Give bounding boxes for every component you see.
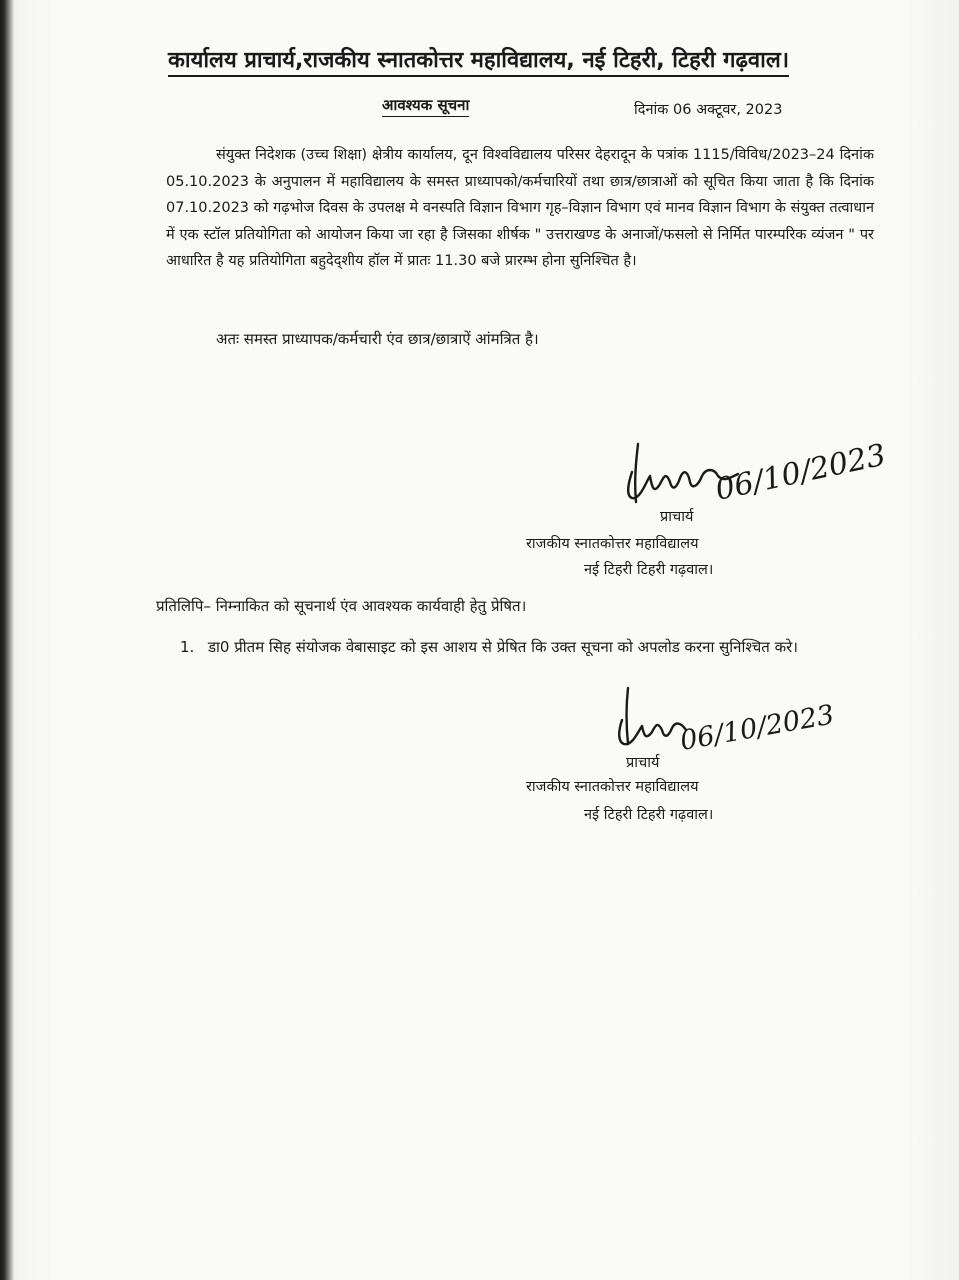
copy-list-item	[180, 634, 820, 660]
signature-1-designation: प्राचार्य	[660, 509, 694, 525]
copy-intro: प्रतिलिपि– निम्नाकित को सूचनार्थ एंव आवश्यक कार्यवाही हेतु प्रेषित।	[156, 597, 527, 615]
office-heading	[168, 44, 858, 74]
signature-date: 06/10/2023	[712, 437, 889, 508]
signature-2-location: नई टिहरी टिहरी गढ़वाल।	[584, 807, 714, 823]
signature-1-location: नई टिहरी टिहरी गढ़वाल।	[584, 562, 714, 578]
notice-date: दिनांक 06 अक्टूवर, 2023	[634, 102, 783, 118]
scan-left-edge	[0, 0, 14, 1280]
signature-2-designation: प्राचार्य	[626, 755, 660, 771]
signature-2-date: 06/10/2023	[677, 699, 837, 757]
signature-2-institution: राजकीय स्नातकोत्तर महाविद्यालय	[526, 779, 699, 795]
signature-scribble	[606, 432, 889, 522]
notice-title: आवश्यक सूचना	[382, 95, 469, 117]
copy-item-number: 1.	[180, 638, 195, 656]
principal-signature	[606, 432, 889, 522]
copy-item-text: डा0 प्रीतम सिह संयोजक वेबासाइट को इस आशय से प्रेषित कि उक्त सूचना को अपलोड करना सुनिश्चित करे।	[208, 638, 798, 656]
signature-1-institution: राजकीय स्नातकोत्तर महाविद्यालय	[526, 536, 699, 552]
office-title: कार्यालय प्राचार्य,राजकीय स्नातकोत्तर महाविद्यालय, नई टिहरी, टिहरी गढ़वाल।	[168, 48, 789, 77]
notice-body: संयुक्त निदेशक (उच्च शिक्षा) क्षेत्रीय कार्यालय, दून विश्वविद्यालय परिसर देहरादून के पत्रांक 1115/विविध/2023–24 दिनांक 05.10.2023 के अनुपालन में महाविद्यालय के समस्त प्राध्यापको/कर्मचारियों तथा छात्र/छात्राओं को सूचित किया जाता है कि दिनांक 07.10.2023 को गढ़भोज दिवस के उपलक्ष मे वनस्पति विज्ञान विभाग गृह–विज्ञान विभाग एवं मानव विज्ञान विभाग के संयुक्त तत्वाधान में एक स्टॉल प्रतियोगिता को आयोजन किया जा रहा है जिसका शीर्षक " उत्तराखण्ड के अनाजों/फसलो से निर्मित पारम्परिक व्यंजन " पर आधारित है यह प्रतियोगिता बहुदेद्शीय हॉल में प्रातः 11.30 बजे प्रारम्भ होना सुनिश्चित है।	[166, 147, 874, 270]
invitation-line: अतः समस्त प्राध्यापक/कर्मचारी एंव छात्र/छात्राऐं आंमत्रित है।	[216, 330, 539, 348]
